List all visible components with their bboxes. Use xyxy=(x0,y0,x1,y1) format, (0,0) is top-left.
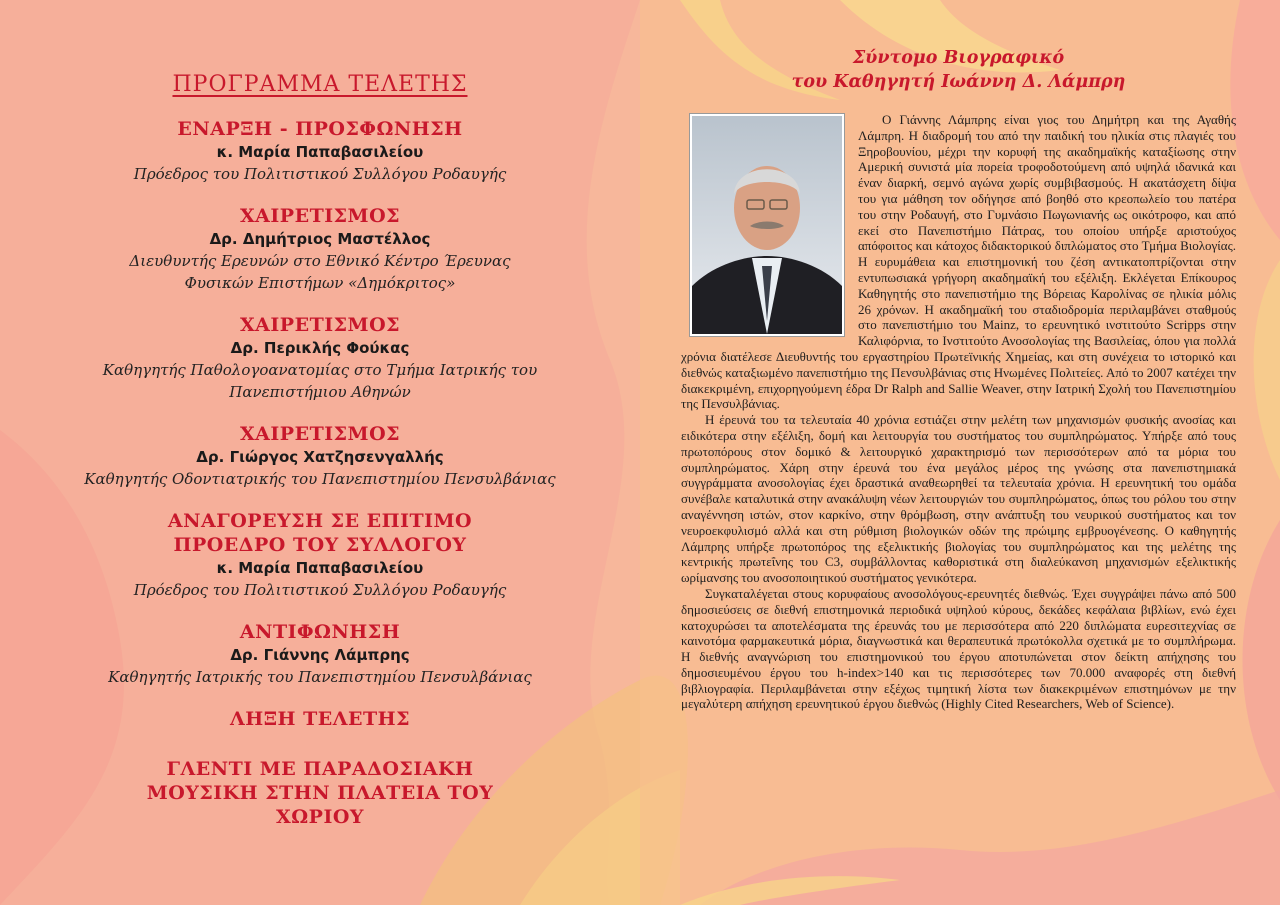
program-section-honorary xyxy=(60,509,580,601)
portrait-photo-icon xyxy=(692,116,842,334)
section-heading: ΕΝΑΡΞΗ - ΠΡΟΣΦΩΝΗΣΗ xyxy=(177,118,463,140)
bio-title-line2: του Καθηγητή Ιωάννη Δ. Λάμπρη xyxy=(791,72,1126,92)
bio-paragraph-1: Ο Γιάννης Λάμπρης είναι γιος του Δημήτρη και της Αγαθής Λάμπρη. Η διαδρομή του από την παιδική του ηλικία στις πλαγιές του Ξηροβουνίου, μέχρι την κορυφή της ακαδημαϊκής καταξίωσης στην Αμερική συνιστά μία πορεία τροφοδοτούμενη από υψηλά ιδανικά και έναν διαρκή, σεμνό αγώνα χωρίς συμβιβασμούς. Η ακατάσχετη δίψα του για μάθηση τον οδήγησε από βοηθό στο κρεοπωλείο του πατέρα του στην Ροδαυγή, στο Γυμνάσιο Πωγωνιανής ως οικότροφο, και από εκεί στο Πανεπιστήμιο Πάτρας, του οποίου υπήρξε αριστούχος απόφοιτος και κάτοχος διδακτορικού διπλώματος στο Τμήμα Βιολογίας. Η ευρυμάθεια και επιστημονική του ζέση αντικατοπτρίζονται στην εντυπωσιακά γρήγορη ακαδημαϊκή του εξέλιξη. Εκλέγεται Επίκουρος Καθηγητής στο πανεπιστήμιο της Βόρειας Καρολίνας σε ηλικία μόλις 26 χρόνων. Η ακαδημαϊκή του σταδιοδρομία περιλαμβάνει σταθμούς στο πανεπιστήμιο του Mainz, το ερευνητικό ινστιτούτο Scripps στην Καλιφόρνια, το Ινστιτούτο Ανοσολογίας της Βασιλείας, όπου για πολλά χρόνια διατέλεσε Διευθυντής του εργαστηρίου Πρωτεϊνικής Χημείας, και στη συνέχεια το ιστορικό και διεθνώς καταξιωμένο πανεπιστήμιο της Πενσυλβάνιας στις Ηνωμένες Πολιτείες. Από το 2007 κατέχει την διακεκριμένη, επιχορηγούμενη έδρα Dr Ralph and Sallie Weaver, στην Ιατρική Σχολή του Πανεπιστημίου της Πενσυλβάνιας. xyxy=(681,112,1236,412)
program-section-response xyxy=(60,620,580,688)
section-heading: ΧΑΙΡΕΤΙΣΜΟΣ xyxy=(239,205,401,227)
section-role: Πρόεδρος του Πολιτιστικού Συλλόγου Ροδαυγής xyxy=(133,581,507,599)
section-speaker: Δρ. Δημήτριος Μαστέλλος xyxy=(209,230,431,248)
section-role: Καθηγητής Παθολογοανατομίας στο Τμήμα Ιατρικής του Πανεπιστήμιου Αθηνών xyxy=(102,361,538,401)
bio-paragraph-2: Η έρευνά του τα τελευταία 40 χρόνια εστιάζει στην μελέτη των μηχανισμών φυσικής ανοσίας και ειδικότερα στην εξέλιξη, δομή και λειτουργία του συστήματος του συμπληρώματος. Υπήρξε από τους πρωτοπόρους στον δομικό & λειτουργικό χαρακτηρισμό των περισσότερων από τα μόρια του συμπληρώματος. Χάρη στην έρευνά του ένα μεγάλος μέρος της γνώσης στα πανεπιστημιακά συγγράμματα ανοσολογίας έχει δραστικά αναθεωρηθεί τα τελευταία χρόνια. Η ερευνητική του ομάδα συνέβαλε καταλυτικά στην ανακάλυψη νέων λειτουργιών του συμπληρώματος, όπως του ρόλου του στην αναγέννηση ιστών, στον καρκίνο, στην θρόμβωση, στην ανάπτυξη του νευρικού συστήματος και τον νευροεκφυλισμό αλλά και στη ρύθμιση βιολογικών οδών της πρώιμης εμβρυογένεσης. Ο καθηγητής Λάμπρης υπήρξε πρωτοπόρος της εξελικτικής βιολογίας του συμπληρώματος και της μελέτης της κεντρικής πρωτεΐνης του C3, συμβάλλοντας καθοριστικά στη διαλεύκανση μηχανισμών εξελικτικής ωρίμανσης του ανοσοποιητικού συστήματος γενικότερα. xyxy=(681,412,1236,586)
bio-title xyxy=(681,46,1236,94)
closing-heading: ΛΗΞΗ ΤΕΛΕΤΗΣ xyxy=(230,708,410,730)
program-section-greeting-2 xyxy=(60,313,580,403)
section-speaker: Δρ. Γιάννης Λάμπρης xyxy=(230,646,410,664)
section-speaker: κ. Μαρία Παπαβασιλείου xyxy=(216,559,424,577)
section-heading: ΧΑΙΡΕΤΙΣΜΟΣ xyxy=(239,423,401,445)
section-heading: ΑΝΑΓΟΡΕΥΣΗ ΣΕ ΕΠΙΤΙΜΟ ΠΡΟΕΔΡΟ ΤΟΥ ΣΥΛΛΟΓΟΥ xyxy=(167,510,473,556)
program-title: ΠΡΟΓΡΑΜΜΑ ΤΕΛΕΤΗΣ xyxy=(172,72,468,97)
bio-text xyxy=(681,112,1236,712)
section-speaker: Δρ. Περικλής Φούκας xyxy=(230,339,410,357)
section-role: Πρόεδρος του Πολιτιστικού Συλλόγου Ροδαυγής xyxy=(133,165,507,183)
program-section-finale xyxy=(60,757,580,829)
bio-paragraph-3: Συγκαταλέγεται στους κορυφαίους ανοσολόγους-ερευνητές διεθνώς. Έχει συγγράψει πάνω από 500 δημοσιεύσεις σε διεθνή επιστημονικά περιοδικά υψηλού κύρους, δεκάδες κεφάλαια βιβλίων, ενώ έχει κατοχυρώσει τα αποτελέσματα της έρευνάς του με περισσότερα από 220 διπλώματα ευρεσιτεχνίας σε καινοτόμα φαρμακευτικά μόρια, διαγνωστικά και θεραπευτικά πρωτόκολλα σχετικά με το συμπλήρωμα. Η διεθνής αναγνώριση του επιστημονικού του έργου αποτυπώνεται στον δείκτη απήχησης του δημοσιευμένου έργου του h-index>140 και τις περισσότερες των 70.000 αναφορές στη διεθνή βιβλιογραφία. Περιλαμβάνεται στην εξέχως τιμητική λίστα των διακεκριμένων επιστημόνων με την μεγαλύτερη απήχηση ερευνητικού έργου διεθνώς (Highly Cited Researchers, Web of Science). xyxy=(681,585,1236,712)
section-heading: ΧΑΙΡΕΤΙΣΜΟΣ xyxy=(239,314,401,336)
program-section-opening xyxy=(60,117,580,185)
bio-title-line1: Σύντομο Βιογραφικό xyxy=(852,48,1065,68)
section-role: Διευθυντής Ερευνών στο Εθνικό Κέντρο Έρευνας Φυσικών Επιστήμων «Δημόκριτος» xyxy=(129,252,511,292)
program-section-greeting-1 xyxy=(60,204,580,294)
section-heading: ΑΝΤΙΦΩΝΗΣΗ xyxy=(239,621,401,643)
program-column xyxy=(60,72,580,848)
section-speaker: κ. Μαρία Παπαβασιλείου xyxy=(216,143,424,161)
bio-column xyxy=(681,44,1236,712)
section-role: Καθηγητής Οδοντιατρικής του Πανεπιστημίου Πενσυλβάνιας xyxy=(84,470,556,488)
section-role: Καθηγητής Ιατρικής του Πανεπιστημίου Πενσυλβάνιας xyxy=(108,668,532,686)
program-section-closing xyxy=(60,707,580,731)
program-section-greeting-3 xyxy=(60,422,580,490)
finale-heading: ΓΛΕΝΤΙ ΜΕ ΠΑΡΑΔΟΣΙΑΚΗ ΜΟΥΣΙΚΗ ΣΤΗΝ ΠΛΑΤΕΙΑ ΤΟΥ ΧΩΡΙΟΥ xyxy=(146,758,494,828)
portrait-photo xyxy=(690,114,844,336)
section-speaker: Δρ. Γιώργος Χατζησενγαλλής xyxy=(196,448,444,466)
